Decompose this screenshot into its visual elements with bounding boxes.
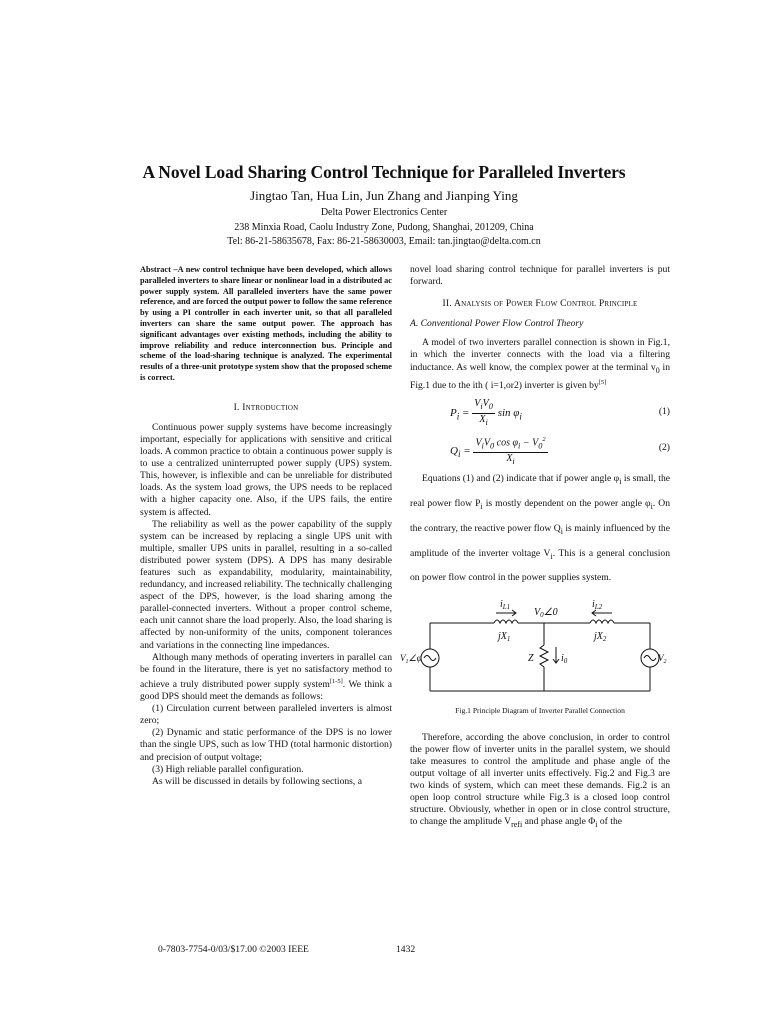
continued-paragraph: novel load sharing control technique for parallel inverters is put forward. bbox=[410, 264, 670, 288]
phi-sub: i bbox=[619, 476, 622, 486]
discussion-text-3: is mostly dependent on the power angle φ bbox=[482, 497, 651, 509]
eq1-numerator: $V_iV_0$ bbox=[472, 398, 495, 414]
eq1-num-sub: i bbox=[480, 401, 483, 411]
discussion-text-5: is mainly influenced by the amplitude of the inverter voltage V bbox=[410, 522, 670, 559]
eq1-den-text: X bbox=[479, 413, 486, 425]
eq1-tail-sub: i bbox=[519, 411, 522, 422]
equation-1-body bbox=[450, 398, 522, 429]
label-iL2: $i_{L2}$ bbox=[592, 599, 603, 612]
eq1-num-text: V bbox=[474, 397, 481, 409]
intro-paragraph-1: Continuous power supply systems have become increasingly important, especially for applications with sensitive and critical loads. A common practice to obtain a continuous power supply is to use a centralized uninterrupted power supply (UPS) system. This, however, is inflexible and can be unreliable for distributed loads. As the system load grows, the UPS needs to be replaced with a higher capacity one. Also, if the UPS fails, the entire system is affected. bbox=[140, 421, 392, 518]
demand-item-1: (1) Circulation current between paralleled inverters is almost zero; bbox=[140, 703, 392, 727]
final-paragraph-text-3: of the bbox=[597, 816, 622, 828]
model-paragraph-text-2: in Fig.1 due to the ith ( i=1,or2) inverter is given by bbox=[410, 361, 670, 391]
affiliation-address: 238 Minxia Road, Caolu Industry Zone, Pudong, Shanghai, 201209, China bbox=[234, 221, 534, 233]
demand-item-3: (3) High reliable parallel configuration. bbox=[152, 763, 304, 775]
eq2-num-text: V bbox=[475, 437, 482, 449]
inductor-2 bbox=[590, 620, 614, 623]
citation-ref: [1-5] bbox=[329, 677, 343, 685]
p-sub: i bbox=[480, 501, 483, 511]
affiliation bbox=[0, 206, 768, 250]
inductor-1 bbox=[494, 620, 518, 623]
eq2-lhs: Q bbox=[450, 444, 458, 457]
vref-sub: refi bbox=[511, 820, 523, 830]
circuit-diagram bbox=[400, 595, 670, 703]
eq2-numerator: $V_iV_0$ $\cos \varphi_i - V_0^2$ bbox=[473, 434, 547, 453]
v-sub: i bbox=[550, 551, 553, 561]
figure-1-caption: Fig.1 Principle Diagram of Inverter Parallel Connection bbox=[455, 706, 625, 716]
intro-paragraph-4: As will be discussed in details by following sections, a bbox=[152, 775, 362, 787]
v0-subscript: 0 bbox=[655, 365, 660, 375]
label-v2: $V_2$ bbox=[658, 653, 667, 666]
left-column bbox=[140, 265, 392, 788]
discussion-text-4: . On the contrary, the reactive power flow Q bbox=[410, 497, 670, 534]
right-column bbox=[400, 264, 670, 831]
equals-sign: = bbox=[463, 444, 471, 457]
equation-1-number: (1) bbox=[658, 405, 670, 417]
label-iL1: $i_{L1}$ bbox=[500, 599, 511, 612]
final-paragraph bbox=[410, 732, 670, 832]
eq2-lhs-sub: i bbox=[457, 448, 461, 459]
author-list: Jingtao Tan, Hua Lin, Jun Zhang and Jianping Ying bbox=[250, 188, 518, 203]
eq1-lhs: P bbox=[450, 406, 457, 419]
footer-copyright: 0-7803-7754-0/03/$17.00 ©2003 IEEE bbox=[158, 944, 309, 955]
discussion-text-1: Equations (1) and (2) indicate that if power angle φ bbox=[422, 472, 620, 484]
abstract: Abstract –A new control technique have been developed, which allows paralleled inverters to share linear or nonlinear load in a distributed ac power supply system. All paralleled inverters have the same power reference, and are forced the output power to follow the same reference by using a PI controller in each inverter unit, so that all paralleled inverters can share the same output power. The approach has significant advantages over existing methods, including the ability to improve reliability and reduce interconnection bus. Principle and scheme of the load-sharing technique is analyzed. The experimental results of a three-unit prototype system show that the proposed scheme is correct. bbox=[140, 265, 392, 382]
q-sub: i bbox=[560, 526, 563, 536]
label-jx1: $jX_1$ bbox=[498, 631, 511, 644]
citation-ref: [5] bbox=[598, 378, 607, 386]
eq1-tail: sin φ bbox=[497, 406, 520, 419]
intro-paragraph-3-text: Although many methods of operating inverters in parallel can be found in the literature, there is yet no satisfactory method to achieve a truly distributed power supply system bbox=[140, 651, 392, 691]
final-paragraph-text: Therefore, according the above conclusion, in order to control the power flow of inverter units in the parallel system, we should take measures to control the amplitude and phase angle of the output voltage of all inverter units effectively. Fig.2 and Fig.3 are two kinds of system, which can meet these demands. Fig.2 is an open loop control structure while Fig.3 is a closed loop control structure. Obviously, whether in open or in close control structure, to change the amplitude V bbox=[410, 731, 670, 828]
eq1-fraction bbox=[472, 398, 495, 429]
ac-wave bbox=[644, 656, 656, 661]
intro-paragraph-3-tail: . We think a good DPS should meet the demands as follows: bbox=[140, 679, 392, 703]
model-paragraph bbox=[410, 337, 670, 391]
label-i0: $i_0$ bbox=[561, 653, 568, 666]
demand-item-2: (2) Dynamic and static performance of the DPS is no lower than the single UPS, such as low THD (total harmonic distortion) and precision of output voltage; bbox=[140, 727, 392, 763]
eq1-den-sub: i bbox=[485, 417, 488, 427]
equation-2 bbox=[410, 432, 670, 467]
section-heading-analysis: II. Analysis of Power Flow Control Principle bbox=[442, 298, 638, 310]
equation-1 bbox=[410, 396, 670, 426]
equation-2-body bbox=[450, 434, 548, 469]
equals-sign: = bbox=[462, 406, 470, 419]
discussion-text-2: is small, the real power flow P bbox=[410, 472, 670, 509]
paper-title: A Novel Load Sharing Control Technique for Paralleled Inverters bbox=[142, 162, 626, 182]
section-heading-introduction: I. Introduction bbox=[233, 401, 299, 413]
equation-discussion bbox=[410, 468, 670, 590]
page-number: 1432 bbox=[396, 944, 416, 955]
affiliation-contact: Tel: 86-21-58635678, Fax: 86-21-58630003, Email: tan.jingtao@delta.com.cn bbox=[227, 236, 541, 247]
discussion-text-6: . This is a general conclusion on power flow control in the power supplies system. bbox=[410, 547, 670, 584]
eq2-num-sub: i bbox=[481, 441, 484, 451]
phi-sub: i bbox=[650, 501, 653, 511]
affiliation-org: Delta Power Electronics Center bbox=[320, 207, 448, 218]
ac-wave bbox=[424, 656, 436, 661]
label-v1: $V_1\angle\varphi$ bbox=[400, 653, 422, 666]
final-paragraph-text-2: and phase angle Φ bbox=[522, 816, 596, 828]
eq1-lhs-sub: i bbox=[456, 411, 460, 422]
label-jx2: $jX_2$ bbox=[594, 631, 607, 644]
subsection-heading: A. Conventional Power Flow Control Theory bbox=[410, 318, 584, 330]
phi-sub: i bbox=[595, 820, 598, 830]
figure-1-circuit bbox=[400, 595, 670, 703]
eq2-fraction bbox=[473, 434, 547, 469]
eq2-den-sub: i bbox=[512, 457, 515, 467]
label-v0: $V_0\angle 0$ bbox=[534, 607, 558, 620]
eq1-denominator bbox=[472, 414, 495, 429]
label-z: Z bbox=[528, 653, 534, 665]
intro-paragraph-3 bbox=[140, 652, 392, 704]
eq2-den-text: X bbox=[506, 453, 513, 465]
load-impedance bbox=[540, 645, 548, 667]
intro-paragraph-2: The reliability as well as the power capability of the supply system can be increased by replacing a single UPS unit with multiple, smaller UPS units in parallel, resulting in a so-called distributed power system (DPS). A DPS has many desirable features such as expandability, modularity, maintainability, redundancy, and increased reliability. The technically challenging aspect of the DPS, however, is the load sharing among the parallel-connected inverters. Without a proper control scheme, each unit cannot share the load properly. Also, the load sharing is affected by non-uniformity of the units, component tolerances and variations in the connecting line impedances. bbox=[140, 518, 392, 651]
model-paragraph-text: A model of two inverters parallel connection is shown in Fig.1, in which the inverter connects with the load via a filtering inductance. As well know, the complex power at the terminal v bbox=[410, 337, 670, 373]
equation-2-number: (2) bbox=[658, 441, 670, 453]
eq2-denominator bbox=[473, 453, 547, 468]
